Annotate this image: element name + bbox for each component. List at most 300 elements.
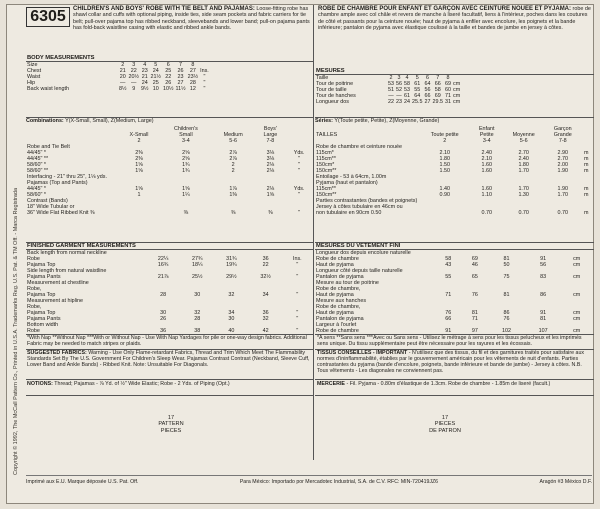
pattern-number: 6305	[26, 7, 70, 27]
english-title: CHILDREN'S AND BOYS' ROBE WITH TIE BELT AND PAJAMAS:	[73, 6, 255, 12]
body-measurement-row-value: 3	[132, 62, 136, 68]
fini-row-label: Pantalon de pyjama	[316, 274, 364, 280]
finished-measurement-row-label: Side length from natural waistline	[27, 268, 107, 274]
body-measurement-row-value: 4	[143, 62, 147, 68]
metrage-row-label: Jersey à côtes tubulaire en 46cm ou	[316, 204, 403, 210]
fini-row-value: cm	[573, 274, 581, 280]
yardage-row-value: 1¾	[182, 162, 190, 168]
metrage-row-value: 0.70	[481, 210, 492, 216]
fini-row-value: 65	[471, 274, 478, 280]
mesure-row-value: —	[396, 93, 402, 99]
yardage-row-value: ⅜	[268, 210, 273, 216]
metrage-row-value: 1.40	[439, 186, 450, 192]
fini-row-value: 66	[445, 316, 452, 322]
body-measurement-row-value: 28	[189, 80, 196, 86]
yardage-row-label: Contrast (Bands)	[27, 198, 68, 204]
finished-measurement-row-value: "	[296, 316, 299, 322]
metrage-row-label: 150cm**	[316, 192, 337, 198]
mesure-row-label: Tour de taille	[316, 87, 347, 93]
mesure-row-value: 3	[397, 75, 401, 81]
finished-measurement-row-value: "	[296, 262, 299, 268]
yardage-table	[26, 126, 312, 216]
body-measurement-row-value: 24	[141, 80, 148, 86]
yardage-row-value: 2⅜	[135, 156, 143, 162]
finished-measurement-row-value: "	[296, 292, 299, 298]
fini-row-value: 46	[471, 262, 478, 268]
fini-row-value: 83	[540, 274, 547, 280]
finished-measurement-row-value: 25½	[192, 274, 203, 280]
finished-measurement-row-value: 32	[262, 316, 269, 322]
table-header-cell: 7-8	[266, 138, 275, 144]
fini-row-value: 86	[503, 310, 510, 316]
table-header-cell: 2	[137, 138, 141, 144]
metrage-row-value: 1.10	[481, 192, 492, 198]
fini-row-value: 71	[471, 316, 478, 322]
metrage-row-value: 0.70	[518, 210, 529, 216]
yardage-row-value: 1⅜	[229, 192, 237, 198]
metrage-row-label: Entoilage - 53 à 64cm, 1.00m	[316, 174, 387, 180]
finished-measurement-row-value: "	[296, 274, 299, 280]
sens-note: *A sens **Sans sens ***Avec ou Sans sens - Utilisez le métrage à sens pour les tissus pelucheux et les imprimés sens unique. Du tissu supplémentaire peut être nécessaire pour les rayures et les écossais.	[317, 335, 582, 347]
metrage-row-label: 115cm*	[316, 150, 334, 156]
finished-measurement-row-value: 28	[160, 292, 167, 298]
finished-measurement-row-label: Robe,	[27, 286, 42, 292]
finished-measurement-row-value: 21⅞	[157, 274, 169, 280]
metrage-row-label: 150cm**	[316, 168, 337, 174]
notions-text: Thread; Pajamas - ⅞ Yd. of ½" Wide Elastic; Robe - 2 Yds. of Piping (Opt.)	[54, 381, 230, 387]
metrage-row-label: non tubulaire en 90cm 0.50	[316, 210, 382, 216]
pieces-de-patron-count: 17 PIECES DE PATRON	[429, 415, 461, 434]
fini-row-value: 91	[540, 256, 547, 262]
body-measurement-row-value: 7	[179, 62, 183, 68]
notions	[27, 381, 312, 387]
metrage-row-value: 2.40	[481, 150, 492, 156]
table-header-cell: 5-6	[519, 138, 528, 144]
finished-measurement-row-value: "	[296, 328, 299, 334]
mesure-row-value: 66	[434, 81, 441, 87]
metrage-row-value: 2.00	[557, 162, 569, 168]
mesure-row-value: 25.5	[412, 99, 423, 105]
suggested-fabrics-text: Warning - Use Only Flame-retardant Fabrics, Thread and Trim Which Meet The Flammability Standards Set By The U.S. Government For Children's Sleep Wear. Pajamas Contrast Contrast (Neckband, Sleeve Cuff, Lower Band and Ankle Bands) - Ribbed Knit. Note: Unsuitable For Diagonals.	[27, 350, 310, 368]
body-measurement-row-value: —	[120, 80, 126, 86]
metrage-row-value: 1.50	[439, 162, 450, 168]
fini-row-label: Mesure aux hanches	[316, 298, 367, 304]
fini-row-value: cm	[573, 328, 581, 334]
table-header-cell: Toute petite	[430, 132, 459, 138]
finished-measurement-row-value: 40	[228, 328, 235, 334]
finished-measurement-row-label: Pajama Top	[27, 262, 56, 268]
metrage-row-value: 1.70	[518, 168, 529, 174]
metrage-row-value: m	[583, 150, 589, 156]
mesure-row-value: 2	[389, 75, 393, 81]
finished-measurement-row-label: Pajama Pants	[27, 316, 61, 322]
body-measurement-row-label: Waist	[27, 74, 41, 80]
footer	[26, 475, 592, 485]
body-measurement-row-label: Size	[27, 62, 38, 68]
finished-measurement-row-value: 36	[262, 310, 269, 316]
pattern-envelope-back	[6, 4, 594, 504]
fini-row-value: 50	[503, 262, 510, 268]
mesure-row-value: 61	[404, 93, 410, 99]
metrage-row-value: 2.90	[557, 150, 569, 156]
table-header-cell: TAILLES	[316, 132, 338, 138]
series-label: Séries:	[315, 118, 333, 124]
mesure-row-value: 5	[415, 75, 419, 81]
metrage-row-value: 1.80	[439, 156, 450, 162]
table-header-cell: Boys'	[263, 126, 277, 132]
body-measurement-row-value: 2	[121, 62, 125, 68]
yardage-row-value: Yds.	[293, 186, 305, 192]
body-measurement-row-value: 21	[119, 68, 126, 74]
metrage-row-value: m	[583, 156, 589, 162]
metrage-row-label: 115cm**	[316, 186, 336, 192]
english-description-text: Loose-fitting robe has shawl collar and cuffs with optional piping, inside ties, side seam pockets and fabric carriers for tie belt; pull-over pajama top has ribbed neckband, sleevebands and lower band; pull-on pajama pants has fold-back waistline casing with elastic and ribbed ankle bands.	[73, 6, 310, 31]
fini-title: MESURES DU VETEMENT FINI	[315, 243, 594, 250]
finished-measurement-row-value: 30	[194, 292, 201, 298]
english-column	[26, 5, 314, 460]
body-measurement-row-value: 8½	[119, 86, 127, 92]
french-description-text: robe de chambre ample avec col châle et revers de manche à liseré facultatif, liens à l'intérieur, poches dans les coutures de côté et passants pour la ceinture nouée; haut de pyjama à enfiler avec encolure, les poignets et la bande inférieure; pantalon de pyjama avec élastique coulissé à la taille et bandes de jambe en jersey à côtes.	[318, 6, 591, 31]
body-measurement-row-value: 25	[165, 68, 172, 74]
mesure-row	[315, 99, 461, 105]
body-measurement-row-value: 22	[165, 74, 172, 80]
body-measurement-row-value: 20	[119, 74, 126, 80]
mesure-row-label: Longueur dos	[316, 99, 349, 105]
fini-row-value: cm	[573, 316, 581, 322]
body-measurement-row-label: Chest	[27, 68, 42, 74]
finished-measurement-row-value: 16¾	[157, 262, 169, 268]
mercerie	[317, 381, 592, 387]
mesure-row-value: 52	[396, 87, 402, 93]
finished-measurements-section	[26, 243, 313, 334]
fini-row-value: 81	[503, 256, 510, 262]
yardage-row-value: "	[298, 168, 301, 174]
fini-row-label: Mesure au tour de poitrine	[316, 280, 379, 286]
footer-left: Imprimé aux E.U. Marque déposée U.S. Pat. Off.	[26, 479, 139, 485]
series-text: Y(Toute petite, Petite), Z(Moyenne, Grande)	[334, 118, 440, 124]
yardage-row-value: "	[298, 192, 301, 198]
metrage-row-value: 2.10	[481, 156, 492, 162]
metrage-row-value: 1.90	[557, 168, 569, 174]
body-measurement-row-label: Back waist length	[27, 86, 69, 92]
mercerie-text: - Fil. Pyjama - 0.80m d'élastique de 1.3cm. Robe de chambre - 1.85m de liseré (facult.)	[346, 381, 551, 387]
finished-measurement-row-value: 36	[262, 256, 269, 262]
yardage-row-label: Robe and Tie Belt	[27, 144, 70, 150]
metrage-row-value: 2.40	[518, 156, 529, 162]
fini-row-value: 55	[445, 274, 452, 280]
fini-row-label: Robe de chambre	[316, 328, 359, 334]
fini-row-value: 56	[540, 262, 547, 268]
body-measurement-row-value: 8	[191, 62, 195, 68]
mesures-table	[315, 75, 461, 105]
yardage-row-value: "	[298, 162, 301, 168]
metrage-row-value: 1.70	[518, 186, 529, 192]
yardage-row-value: 2⅛	[266, 162, 275, 168]
fini-row-value: 69	[471, 256, 478, 262]
mesure-row-label: Tour de poitrine	[316, 81, 354, 87]
mesure-row-value: 56	[396, 81, 402, 87]
mesure-row-value: 51	[388, 87, 394, 93]
metrage-row-label: 115cm**	[316, 156, 336, 162]
body-measurement-row-value: 23	[177, 74, 184, 80]
yardage-row-value: 2	[231, 162, 235, 168]
body-measurements-title: BODY MEASUREMENTS	[26, 55, 313, 62]
mesure-row-value: 4	[405, 75, 409, 81]
fini-row-label: Haut de pyjama	[316, 292, 354, 298]
body-measurement-row-value: 26	[177, 68, 184, 74]
fini-row-value: cm	[573, 310, 581, 316]
yardage-row-label: 44/45" *	[27, 186, 46, 192]
yardage-row-value: 3⅛	[266, 150, 275, 156]
fini-row-label: Haut de pyjama	[316, 310, 354, 316]
table-header-cell: Enfant	[478, 126, 495, 132]
mesure-row-value: 69	[434, 93, 441, 99]
table-header-cell: Large	[263, 132, 278, 138]
yardage-row-value: 2⅛	[266, 168, 275, 174]
fini-row-label: Longueur côté depuis taille naturelle	[316, 268, 403, 274]
fini-row-value: 102	[502, 328, 512, 334]
finished-measurement-row-value: 34	[262, 292, 269, 298]
fini-row-value: 97	[471, 328, 478, 334]
finished-measurement-row-value: 32	[194, 310, 201, 316]
fini-row-label: Robe de chambre,	[316, 286, 361, 292]
table-header-cell: 2	[443, 138, 447, 144]
mesure-row-value: 53	[388, 81, 394, 87]
yardage-row-value: 2⅞	[229, 150, 237, 156]
body-measurement-row-value: 12	[189, 86, 196, 92]
fini-row-value: 91	[445, 328, 452, 334]
yardage-row-value: 1¼	[182, 192, 190, 198]
fini-row-value: cm	[573, 256, 581, 262]
body-measurement-row-value: 6	[166, 62, 170, 68]
fini-row-label: Largeur à l'ourlet	[316, 322, 357, 328]
fini-row-value: 81	[471, 310, 478, 316]
body-measurement-row-value: "	[203, 86, 206, 92]
fini-row-value: cm	[573, 262, 581, 268]
yardage-row-value: Yds.	[293, 150, 305, 156]
body-measurement-row-value: 27	[177, 80, 184, 86]
metrage-row-value: 2.70	[518, 150, 529, 156]
metrage-row-value: 1.80	[518, 162, 529, 168]
fini-row-value: 81	[503, 292, 510, 298]
table-header-cell: 5-6	[229, 138, 238, 144]
metrage-section	[315, 126, 594, 216]
mesure-row-value: 56	[424, 87, 431, 93]
finished-measurement-row-label: Robe	[27, 256, 40, 262]
mesure-row-value: 61	[414, 81, 421, 87]
yardage-row-value: 1⅝	[135, 168, 143, 174]
yardage-row-value: 2⅞	[229, 156, 237, 162]
finished-measurement-row-label: Bottom width	[27, 322, 59, 328]
fini-row-value: 86	[540, 292, 547, 298]
yardage-row-value: 1⅝	[182, 186, 190, 192]
mesure-row-value: 24	[404, 99, 410, 105]
metrage-row-label: Parties contrastantes (bandes et poignets)	[316, 198, 418, 204]
mesure-row-value: 31	[445, 99, 451, 105]
metrage-row-value: 1.70	[557, 192, 569, 198]
yardage-row-value: ⅜	[230, 210, 236, 216]
yardage-row-value: 1¾	[182, 168, 190, 174]
mesure-row-value: 6	[426, 75, 429, 81]
yardage-row-value: 1⅝	[266, 192, 275, 198]
metrage-row-value: m	[583, 186, 589, 192]
yardage-row-value	[118, 210, 160, 216]
fini-row-value: 107	[538, 328, 548, 334]
finished-measurement-row-label: Pajama Top	[27, 292, 56, 298]
metrage-row-value	[418, 210, 471, 216]
metrage-row-value: 1.90	[557, 186, 569, 192]
table-header-cell: 3-4	[182, 138, 190, 144]
yardage-row-value: "	[298, 156, 301, 162]
finished-measurements-table	[26, 250, 312, 334]
body-measurement-row-value: 21	[141, 74, 148, 80]
combinations-line	[26, 118, 313, 124]
table-header-cell: X-Small	[129, 132, 149, 138]
suggested-fabrics-title: SUGGESTED FABRICS:	[27, 350, 87, 356]
mesure-row-value: 66	[424, 93, 431, 99]
fini-table	[315, 250, 592, 334]
nap-note: *With Nap **Without Nap ***With or Without Nap - Use With Nap Yardages for pile or one-way design fabrics. Additional Fabric may be needed to match stripes or plaids.	[27, 335, 307, 347]
body-measurement-row-value: 24	[152, 68, 159, 74]
metrage-row	[315, 210, 592, 216]
metrage-row-label: Robe de chambre et ceinture nouée	[316, 144, 403, 150]
finished-measurement-row-label: Pajama Top	[27, 310, 56, 316]
metrage-row-label: Pyjama (haut et pantalon)	[316, 180, 378, 186]
suggested-fabrics	[27, 350, 312, 368]
body-measurements-section	[26, 55, 313, 92]
body-measurement-row-value: 26	[165, 80, 172, 86]
yardage-row-value: 2⅜	[135, 150, 143, 156]
fini-row-value: cm	[573, 292, 581, 298]
yardage-row-value: 1	[137, 192, 141, 198]
yardage-row-value: 2⅛	[266, 186, 275, 192]
tissus-title: TISSUS CONSEILLES - IMPORTANT	[317, 350, 408, 356]
tissus-text: - N'utilisez que des tissus, du fil et des garnitures traités pour satisfaire aux normes d'ininflammabilité, établies par le gouvernement américain pour les vêtements de nuit d'enfants. Parties contrastantes du pyjama (bande d'encolure, poignets, bande inférieure et bande de jambe) - Jersey à côtes. N.B. Tous vêtements - Les diagonales ne conviennent pas.	[317, 350, 585, 374]
yardage-row-value: 3⅛	[266, 156, 275, 162]
finished-measurement-row-value: 38	[194, 328, 201, 334]
metrage-row-value: 2.70	[557, 156, 569, 162]
yardage-row-label: 58/60" *	[27, 192, 46, 198]
body-measurement-row-value: 10	[152, 86, 159, 92]
metrage-row-value: 1.60	[481, 186, 492, 192]
body-measurement-row-value: 21½	[150, 74, 161, 80]
footer-center: Para México: Importado por Mercadotec Industrial, S.A. de C.V. RFC: MIN-720419JZ6	[239, 479, 439, 485]
yardage-row-label: 18" Wide Tubular or	[27, 204, 75, 210]
metrage-row-value: 2.10	[439, 150, 450, 156]
fini-row-label: Longueur dos depuis encolure naturelle	[316, 250, 411, 256]
finished-measurement-row-value: 29½	[226, 274, 237, 280]
body-measurement-row-value: 23	[141, 68, 148, 74]
fini-row-label: Haut de pyjama	[316, 262, 354, 268]
mesure-row-value: 60	[445, 87, 451, 93]
fini-row-value: 91	[540, 310, 547, 316]
metrage-row-value: 1.30	[518, 192, 529, 198]
yardage-row-label: 58/60" **	[27, 168, 49, 174]
fini-row-label: Robe de chambre,	[316, 304, 361, 310]
table-header-cell: Grande	[553, 132, 572, 138]
body-measurements-table	[26, 62, 210, 92]
finished-measurement-row-value: 30	[228, 316, 235, 322]
combinations-text: Y(X-Small, Small), Z(Medium, Large)	[65, 118, 154, 124]
body-measurement-row-value: 9½	[141, 86, 149, 92]
finished-measurement-row-label: Measurement at hipline	[27, 298, 84, 304]
fini-row-value: 76	[445, 310, 452, 316]
mesure-row-value: 71	[445, 93, 451, 99]
table-header-cell: 3-4	[482, 138, 491, 144]
body-measurement-row-value: 27	[189, 68, 196, 74]
pattern-pieces-count: 17 PATTERN PIECES	[158, 415, 184, 434]
yardage-row-value: 1⅞	[229, 186, 237, 192]
mesure-row-value: 27	[424, 99, 431, 105]
french-title: ROBE DE CHAMBRE POUR ENFANT ET GARÇON AVEC CEINTURE NOUEE ET PYJAMA:	[318, 6, 572, 12]
mesure-row-value: cm	[453, 87, 461, 93]
footer-right: Aragón #3 México D.F.	[539, 479, 592, 485]
yardage-row-value: "	[298, 210, 301, 216]
body-measurement-row-value: 25	[152, 80, 159, 86]
mesure-row-value: 23	[396, 99, 402, 105]
body-measurement-row-value: 9	[132, 86, 136, 92]
mesure-row-value: 8	[446, 75, 450, 81]
mesure-row-value: 69	[445, 81, 451, 87]
mesure-row-value: cm	[453, 81, 461, 87]
finished-measurement-row-value: 36	[160, 328, 167, 334]
finished-measurement-row-value: 18¼	[192, 262, 203, 268]
mesure-row-value: 58	[404, 81, 410, 87]
table-header-cell: Petite	[479, 132, 494, 138]
series-line	[315, 118, 594, 124]
body-measurement-row-value: 20½	[128, 74, 139, 80]
finished-measurements-title: FINISHED GARMENT MEASUREMENTS	[26, 243, 313, 250]
mesure-row-value: 29.5	[432, 99, 443, 105]
fini-row-label: Pantalon de pyjama	[316, 316, 364, 322]
metrage-row-label: 150cm*	[316, 162, 335, 168]
copyright-side-text: Copyright © 1992, The McCall Pattern Co., Printed in U.S.A. Trademarks Reg. U.S. Pat. & TM Off. - Marca Registrada	[13, 187, 19, 475]
finished-measurement-row-value: 30	[160, 310, 167, 316]
finished-measurement-row-value: 42	[262, 328, 269, 334]
finished-measurement-row-value: "	[296, 310, 299, 316]
finished-measurement-row-value: Ins.	[292, 256, 302, 262]
metrage-row-value: 0.90	[439, 192, 450, 198]
body-measurement-row-value: 11½	[175, 86, 186, 92]
yardage-row-value: ⅜	[183, 210, 189, 216]
metrage-row-value: m	[583, 192, 589, 198]
finished-measurement-row-value: 26	[160, 316, 167, 322]
fini-row-value: 71	[445, 292, 452, 298]
body-measurement-row-label: Hip	[27, 80, 36, 86]
body-measurement-row	[26, 86, 210, 92]
yardage-row-label: 36" Wide Flat Ribbed Knit ⅜	[27, 210, 95, 216]
metrage-table	[315, 126, 592, 216]
body-measurement-row-value: "	[203, 80, 206, 86]
combinations-label: Combinations:	[26, 118, 64, 124]
body-measurement-row-value: 22	[130, 68, 137, 74]
metrage-row-value: 1.60	[481, 168, 492, 174]
table-header-cell: 7-8	[558, 138, 567, 144]
mesure-row-value: cm	[453, 99, 461, 105]
table-header-cell: Children's	[174, 126, 198, 132]
body-measurement-row-value: "	[203, 74, 206, 80]
yardage-row-label: 44/45" **	[27, 156, 49, 162]
body-measurement-row-value: —	[131, 80, 137, 86]
mesures-title: MESURES	[315, 68, 594, 75]
fini-row-value: 81	[540, 316, 547, 322]
finished-measurement-row-value: 19¾	[226, 262, 237, 268]
fini-row-value: 75	[503, 274, 510, 280]
yardage-row-value: 2⅝	[182, 156, 190, 162]
metrage-row-value: m	[583, 168, 589, 174]
mesure-row-value: cm	[453, 93, 461, 99]
english-description	[73, 6, 313, 31]
